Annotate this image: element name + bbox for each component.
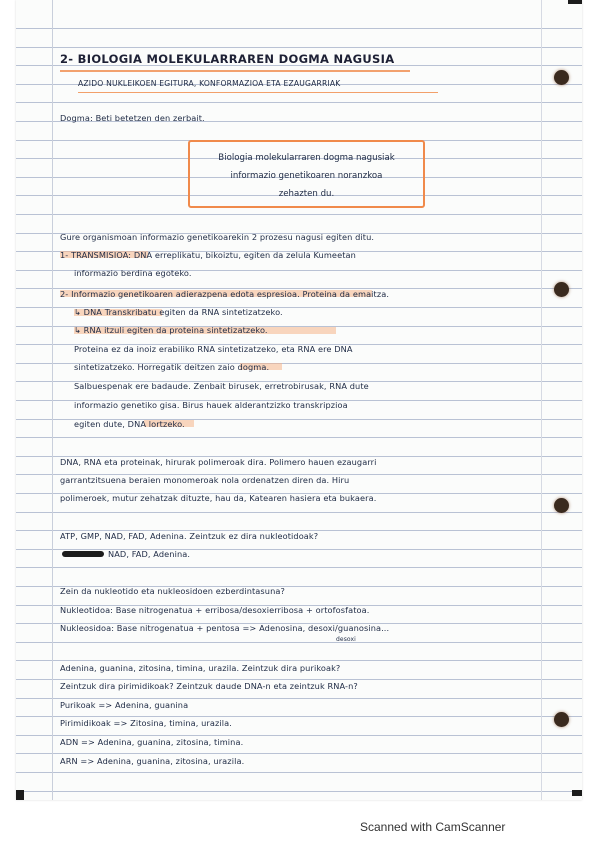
text-line: sintetizatzeko. Horregatik deitzen zaio dogma. [74,362,270,372]
answer-line: ADN => Adenina, guanina, zitosina, timina. [60,737,244,747]
right-margin-line [541,0,542,800]
ruled-line [16,660,582,661]
ruled-line [16,791,582,792]
ruled-line [16,437,582,438]
ruled-line [16,698,582,699]
ruled-line [16,102,582,103]
title-underline [60,70,410,72]
text-line: Salbuespenak ere badaude. Zenbait birusek, erretrobirusak, RNA dute [74,381,369,391]
ruled-line [16,642,582,643]
answer-line: NAD, FAD, Adenina. [108,549,191,559]
ruled-line [16,47,582,48]
scanner-watermark: Scanned with CamScanner [360,820,506,834]
box-line: Biologia molekularraren dogma nagusiak [218,153,395,163]
question-line: Zeintzuk dira pirimidikoak? Zeintzuk daude DNA-n eta zeintzuk RNA-n? [60,681,358,691]
binder-hole-4 [554,712,569,727]
subtitle-underline [78,92,438,93]
text-line: 2- Informazio genetikoaren adierazpena edota espresioa. Proteina da emaitza. [60,289,390,299]
text-line: DNA, RNA eta proteinak, hirurak polimeroak dira. Polimero hauen ezaugarri [60,457,377,467]
page-subtitle: AZIDO NUKLEIKOEN EGITURA, KONFORMAZIOA ETA EZAUGARRIAK [78,79,341,88]
text-line: Nukleosidoa: Base nitrogenatua + pentosa => Adenosina, desoxi/guanosina... [60,623,390,633]
ruled-line [16,772,582,773]
scribbled-out-text [62,551,104,557]
text-line: polimeroek, mutur zehatzak dituzte, hau da, Katearen hasiera eta bukaera. [60,493,377,503]
binder-hole-1 [554,70,569,85]
page-title: 2- BIOLOGIA MOLEKULARRAREN DOGMA NAGUSIA [60,52,395,66]
text-line: egiten dute, DNA lortzeko. [74,419,185,429]
ruled-line [16,28,582,29]
text-line: Proteina ez da inoiz erabiliko RNA sintetizatzeko, eta RNA ere DNA [74,344,353,354]
answer-line: Pirimidikoak => Zitosina, timina, urazila. [60,718,232,728]
text-line: informazio genetiko gisa. Birus hauek alderantzizko transkripzioa [74,400,348,410]
text-line: ↳ RNA itzuli egiten da proteina sintetizatzeko. [74,325,268,335]
question-line: ATP, GMP, NAD, FAD, Adenina. Zeintzuk ez dira nukleotidoak? [60,531,319,541]
scan-edge-right [572,790,582,796]
text-line: 1- TRANSMISIOA: DNA erreplikatu, bikoiztu, egiten da zelula Kumeetan [60,250,356,260]
text-line: garrantzitsuena beraien monomeroak nola ordenatzen diren da. Hiru [60,475,350,485]
ruled-line [16,549,582,550]
answer-line: ARN => Adenina, guanina, zitosina, urazila. [60,756,245,766]
text-line: Nukleotidoa: Base nitrogenatua + erribosa/desoxierribosa + ortofosfatoa. [60,605,370,615]
margin-line [52,0,53,800]
box-line: zehazten du. [278,189,335,199]
ruled-line [16,753,582,754]
binder-hole-3 [554,498,569,513]
ruled-line [16,716,582,717]
box-line: informazio genetikoaren noranzkoa [230,171,383,181]
ruled-line [16,679,582,680]
binder-hole-2 [554,282,569,297]
ruled-line [16,735,582,736]
text-line: ↳ DNA Transkribatu egiten da RNA sintetizatzeko. [74,307,283,317]
definition-box [188,140,425,208]
question-line: Zein da nukleotido eta nukleosidoen ezberdintasuna? [60,586,285,596]
dogma-definition: Dogma: Beti betetzen den zerbait. [60,113,205,123]
ruled-line [16,214,582,215]
text-line: Gure organismoan informazio genetikoarekin 2 prozesu nagusi egiten ditu. [60,232,375,242]
ruled-line [16,512,582,513]
question-line: Adenina, guanina, zitosina, timina, urazila. Zeintzuk dira purikoak? [60,663,341,673]
scan-edge-top [568,0,582,4]
notebook-page [16,0,582,800]
text-line: informazio berdina egoteko. [74,268,192,278]
ruled-line [16,567,582,568]
answer-line: Purikoak => Adenina, guanina [60,700,189,710]
scan-edge-left [16,790,24,800]
annotation: desoxi [336,636,356,643]
